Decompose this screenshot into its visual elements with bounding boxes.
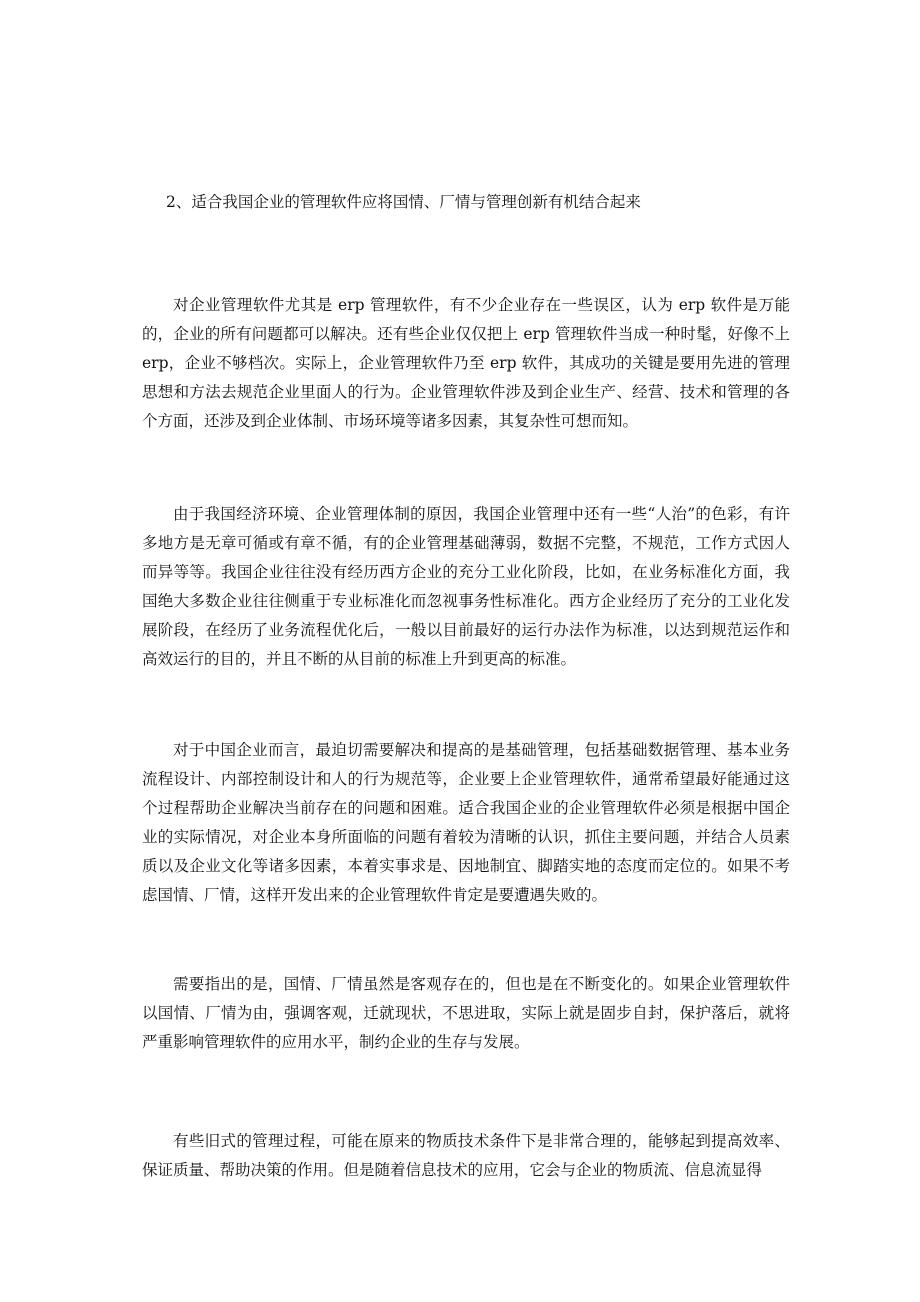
paragraph-changing-conditions: 需要指出的是，国情、厂情虽然是客观存在的，但也是在不断变化的。如果企业管理软件以国情、厂情为由，强调客观，迁就现状，不思进取，实际上就是固步自封，保护落后，就将严重影响管理软件的应用水平，制约企业的生存与发展。: [142, 975, 790, 1051]
section-heading: 2、适合我国企业的管理软件应将国情、厂情与管理创新有机结合起来: [166, 193, 641, 211]
paragraph-old-processes: 有些旧式的管理过程，可能在原来的物质技术条件下是非常合理的，能够起到提高效率、保证质量、帮助决策的作用。但是随着信息技术的应用，它会与企业的物质流、信息流显得: [142, 1132, 790, 1179]
paragraph-erp-misconceptions: 对企业管理软件尤其是 erp 管理软件，有不少企业存在一些误区，认为 erp 软件是万能的，企业的所有问题都可以解决。还有些企业仅仅把上 erp 管理软件当成一种时髦，好像不上 erp，企业不够档次。实际上，企业管理软件乃至 erp 软件，其成功的关键是要用先进的管理思想和方法去规范企业里面人的行为。企业管理软件涉及到企业生产、经营、技术和管理的各个方面，还涉及到企业体制、市场环境等诸多因素，其复杂性可想而知。: [142, 296, 790, 430]
paragraph-management-environment: 由于我国经济环境、企业管理体制的原因，我国企业管理中还有一些“人治”的色彩，有许多地方是无章可循或有章不循，有的企业管理基础薄弱，数据不完整，不规范，工作方式因人而异等等。我国企业往往没有经历西方企业的充分工业化阶段，比如，在业务标准化方面，我国绝大多数企业往往侧重于专业标准化而忽视事务性标准化。西方企业经历了充分的工业化发展阶段，在经历了业务流程优化后，一般以目前最好的运行办法作为标准，以达到规范运作和高效运行的目的，并且不断的从目前的标准上升到更高的标准。: [142, 505, 790, 668]
paragraph-basic-management: 对于中国企业而言，最迫切需要解决和提高的是基础管理，包括基础数据管理、基本业务流程设计、内部控制设计和人的行为规范等，企业要上企业管理软件，通常希望最好能通过这个过程帮助企业解决当前存在的问题和困难。适合我国企业的企业管理软件必须是根据中国企业的实际情况，对企业本身所面临的问题有着较为清晰的认识，抓住主要问题，并结合人员素质以及企业文化等诸多因素，本着实事求是、因地制宜、脚踏实地的态度而定位的。如果不考虑国情、厂情，这样开发出来的企业管理软件肯定是要遭遇失败的。: [142, 741, 790, 904]
